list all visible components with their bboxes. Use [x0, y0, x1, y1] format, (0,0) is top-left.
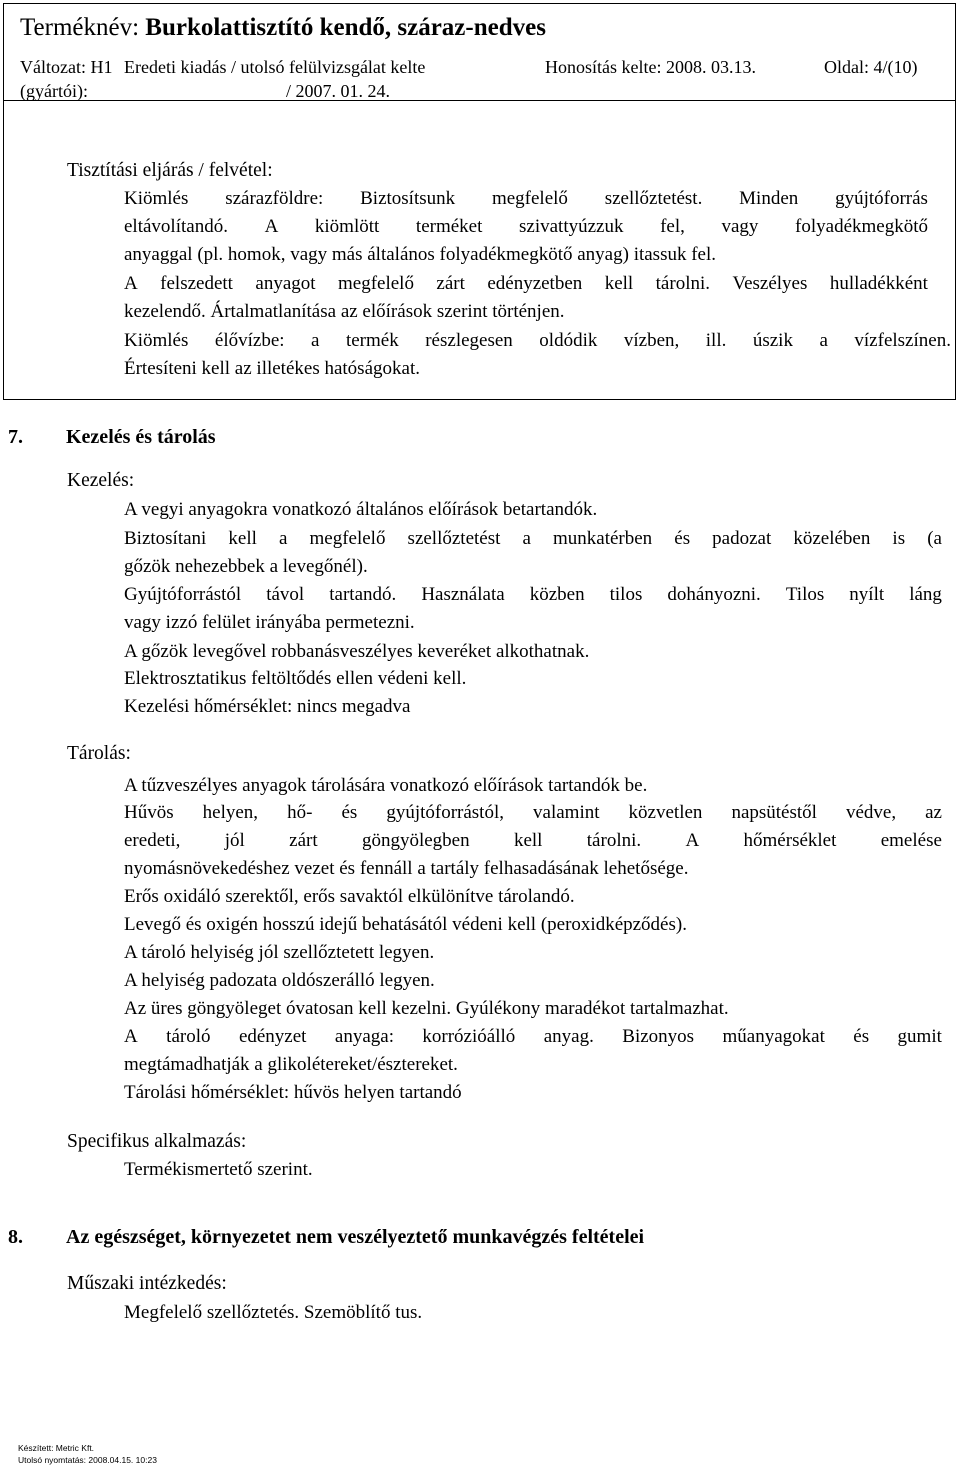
- word: közben: [529, 584, 585, 605]
- word: edényzet: [238, 1026, 307, 1047]
- word: hőmérséklet: [743, 830, 837, 851]
- handling-line-4: [124, 585, 942, 604]
- word: úszik: [752, 330, 793, 351]
- product-title: Terméknév: Burkolattisztító kendő, száraz-nedves: [20, 14, 546, 41]
- version: Változat: H1: [20, 57, 113, 77]
- cleanup-line-1: [124, 189, 928, 208]
- specific-use-label: Specifikus alkalmazás:: [67, 1131, 247, 1152]
- word: is: [892, 528, 906, 549]
- footer-made-by: Készített: Metric Kft.: [18, 1443, 95, 1453]
- page-number: Oldal: 4/(10): [824, 57, 918, 77]
- word: a: [819, 330, 828, 351]
- cleanup-line-2: [124, 217, 928, 236]
- word: részlegesen: [425, 330, 513, 351]
- word: gyújtóforrás: [835, 188, 928, 209]
- cleanup-line-5: kezelendő. Ártalmatlanítása az előírások szerint történjen.: [124, 301, 565, 322]
- word: valamint: [533, 802, 600, 823]
- word: megfelelő: [491, 188, 568, 209]
- word: oldódik: [539, 330, 598, 351]
- word: dohányozni.: [667, 584, 761, 605]
- release-label-2: (gyártói):: [20, 81, 88, 101]
- word: közelében: [793, 528, 871, 549]
- word: szellőztetést.: [604, 188, 703, 209]
- word: gumit: [897, 1026, 942, 1047]
- word: munkatérben: [553, 528, 653, 549]
- section-8-number: 8.: [8, 1226, 23, 1248]
- handling-line-3: gőzök nehezebbek a levegőnél).: [124, 556, 368, 577]
- word: termék: [345, 330, 399, 351]
- word: vízben,: [623, 330, 680, 351]
- word: zárt: [436, 273, 465, 294]
- word: Tilos: [785, 584, 825, 605]
- word: kell: [513, 830, 543, 851]
- word: távol: [266, 584, 305, 605]
- storage-line-1: A tűzveszélyes anyagok tárolására vonatkozó előírások tartandók be.: [124, 775, 648, 796]
- word: Veszélyes: [732, 273, 808, 294]
- word: eredeti,: [124, 830, 181, 851]
- handling-line-7: Elektrosztatikus feltöltődés ellen védeni kell.: [124, 668, 467, 689]
- word: padozat: [712, 528, 772, 549]
- cleanup-line-7: Értesíteni kell az illetékes hatóságokat.: [124, 358, 420, 379]
- word: hulladékként: [829, 273, 928, 294]
- word: jól: [224, 830, 245, 851]
- storage-line-2: [124, 803, 942, 822]
- word: tilos: [609, 584, 643, 605]
- word: zárt: [289, 830, 318, 851]
- word: közvetlen: [628, 802, 703, 823]
- word: A: [124, 1026, 138, 1047]
- word: Kiömlés: [124, 330, 189, 351]
- handling-line-5: vagy izzó felület irányába permetezni.: [124, 612, 415, 633]
- word: Minden: [739, 188, 799, 209]
- word: a: [522, 528, 531, 549]
- release-label: Eredeti kiadás / utolsó felülvizsgálat kelte: [124, 57, 426, 77]
- word: (a: [927, 528, 942, 549]
- storage-line-6: Levegő és oxigén hosszú idejű behatásától védeni kell (peroxidképződés).: [124, 914, 687, 935]
- word: Biztosítani: [124, 528, 207, 549]
- word: korrózióálló: [422, 1026, 516, 1047]
- word: A: [685, 830, 700, 851]
- word: a: [278, 528, 288, 549]
- word: megfelelő: [338, 273, 414, 294]
- word: kiömlött: [314, 216, 380, 237]
- word: Használata: [421, 584, 505, 605]
- cleanup-line-6: [124, 331, 951, 350]
- word: vagy: [721, 216, 759, 237]
- word: tartandó.: [329, 584, 397, 605]
- storage-line-8: A helyiség padozata oldószerálló legyen.: [124, 970, 435, 991]
- section-7-number: 7.: [8, 426, 23, 448]
- word: terméket: [415, 216, 483, 237]
- word: hő-: [287, 802, 313, 823]
- section-7-title: Kezelés és tárolás: [66, 426, 216, 448]
- word: göngyölegben: [361, 830, 470, 851]
- storage-line-9: Az üres göngyöleget óvatosan kell kezelni. Gyúlékony maradékot tartalmazhat.: [124, 998, 729, 1019]
- word: szivattyúzzuk: [519, 216, 624, 237]
- word: Biztosítsunk: [360, 188, 456, 209]
- release-date: / 2007. 01. 24.: [286, 81, 391, 101]
- storage-line-3: [124, 831, 942, 850]
- word: A: [264, 216, 279, 237]
- cleanup-line-4: [124, 274, 928, 293]
- handling-line-1: A vegyi anyagokra vonatkozó általános előírások betartandók.: [124, 499, 598, 520]
- word: emelése: [880, 830, 942, 851]
- word: felszedett: [160, 273, 233, 294]
- word: fel,: [660, 216, 685, 237]
- handling-label: Kezelés:: [67, 470, 135, 491]
- storage-label: Tárolás:: [67, 743, 131, 764]
- word: edényzetben: [487, 273, 583, 294]
- cleanup-line-3: anyaggal (pl. homok, vagy más általános folyadékmegkötő anyag) itassuk fel.: [124, 244, 717, 265]
- storage-line-11: megtámadhatják a glikolétereket/észtereket.: [124, 1054, 458, 1075]
- handling-line-8: Kezelési hőmérséklet: nincs megadva: [124, 696, 411, 717]
- word: szárazföldre:: [225, 188, 324, 209]
- word: anyag.: [543, 1026, 594, 1047]
- storage-line-12: Tárolási hőmérséklet: hűvös helyen tartandó: [124, 1082, 462, 1103]
- word: Hűvös: [124, 802, 174, 823]
- word: Bizonyos: [622, 1026, 695, 1047]
- word: anyaga:: [334, 1026, 394, 1047]
- word: és: [853, 1026, 870, 1047]
- word: láng: [909, 584, 942, 605]
- word: anyagot: [255, 273, 316, 294]
- word: folyadékmegkötő: [795, 216, 928, 237]
- cleanup-heading: Tisztítási eljárás / felvétel:: [67, 160, 273, 181]
- storage-line-5: Erős oxidáló szerektől, erős savaktól elkülönítve tárolandó.: [124, 886, 575, 907]
- word: és: [674, 528, 691, 549]
- specific-use-text: Termékismertető szerint.: [124, 1159, 313, 1180]
- technical-measures-text: Megfelelő szellőztetés. Szemöblítő tus.: [124, 1302, 423, 1323]
- word: kell: [228, 528, 257, 549]
- word: A: [124, 273, 138, 294]
- word: eltávolítandó.: [124, 216, 228, 237]
- word: nyílt: [849, 584, 885, 605]
- word: Kiömlés: [124, 188, 189, 209]
- word: napsütéstől: [731, 802, 817, 823]
- word: az: [925, 802, 942, 823]
- footer-printed: Utolsó nyomtatás: 2008.04.15. 10:23: [18, 1455, 157, 1465]
- word: helyen,: [202, 802, 259, 823]
- word: élővízbe:: [214, 330, 285, 351]
- word: műanyagokat: [722, 1026, 825, 1047]
- word: védve,: [845, 802, 897, 823]
- word: megfelelő: [309, 528, 386, 549]
- word: szellőztetést: [407, 528, 501, 549]
- word: tárolni.: [655, 273, 711, 294]
- storage-line-10: [124, 1027, 942, 1046]
- word: gyújtóforrástól,: [386, 802, 504, 823]
- document-header: [3, 3, 956, 101]
- word: kell: [604, 273, 634, 294]
- storage-line-7: A tároló helyiség jól szellőztetett legyen.: [124, 942, 435, 963]
- word: vízfelszínen.: [854, 330, 951, 351]
- word: a: [311, 330, 320, 351]
- word: ill.: [705, 330, 727, 351]
- section-8-title: Az egészséget, környezetet nem veszélyeztető munkavégzés feltételei: [66, 1226, 645, 1248]
- storage-line-4: nyomásnövekedéshez vezet és fennáll a tartály felhasadásának lehetősége.: [124, 858, 689, 879]
- handling-line-2: [124, 529, 942, 548]
- word: tárolni.: [586, 830, 642, 851]
- technical-measures-label: Műszaki intézkedés:: [67, 1273, 227, 1294]
- handling-line-6: A gőzök levegővel robbanásveszélyes keveréket alkothatnak.: [124, 641, 590, 662]
- localization-date: Honosítás kelte: 2008. 03.13.: [545, 57, 756, 77]
- word: és: [341, 802, 358, 823]
- word: tároló: [166, 1026, 211, 1047]
- word: Gyújtóforrástól: [124, 584, 242, 605]
